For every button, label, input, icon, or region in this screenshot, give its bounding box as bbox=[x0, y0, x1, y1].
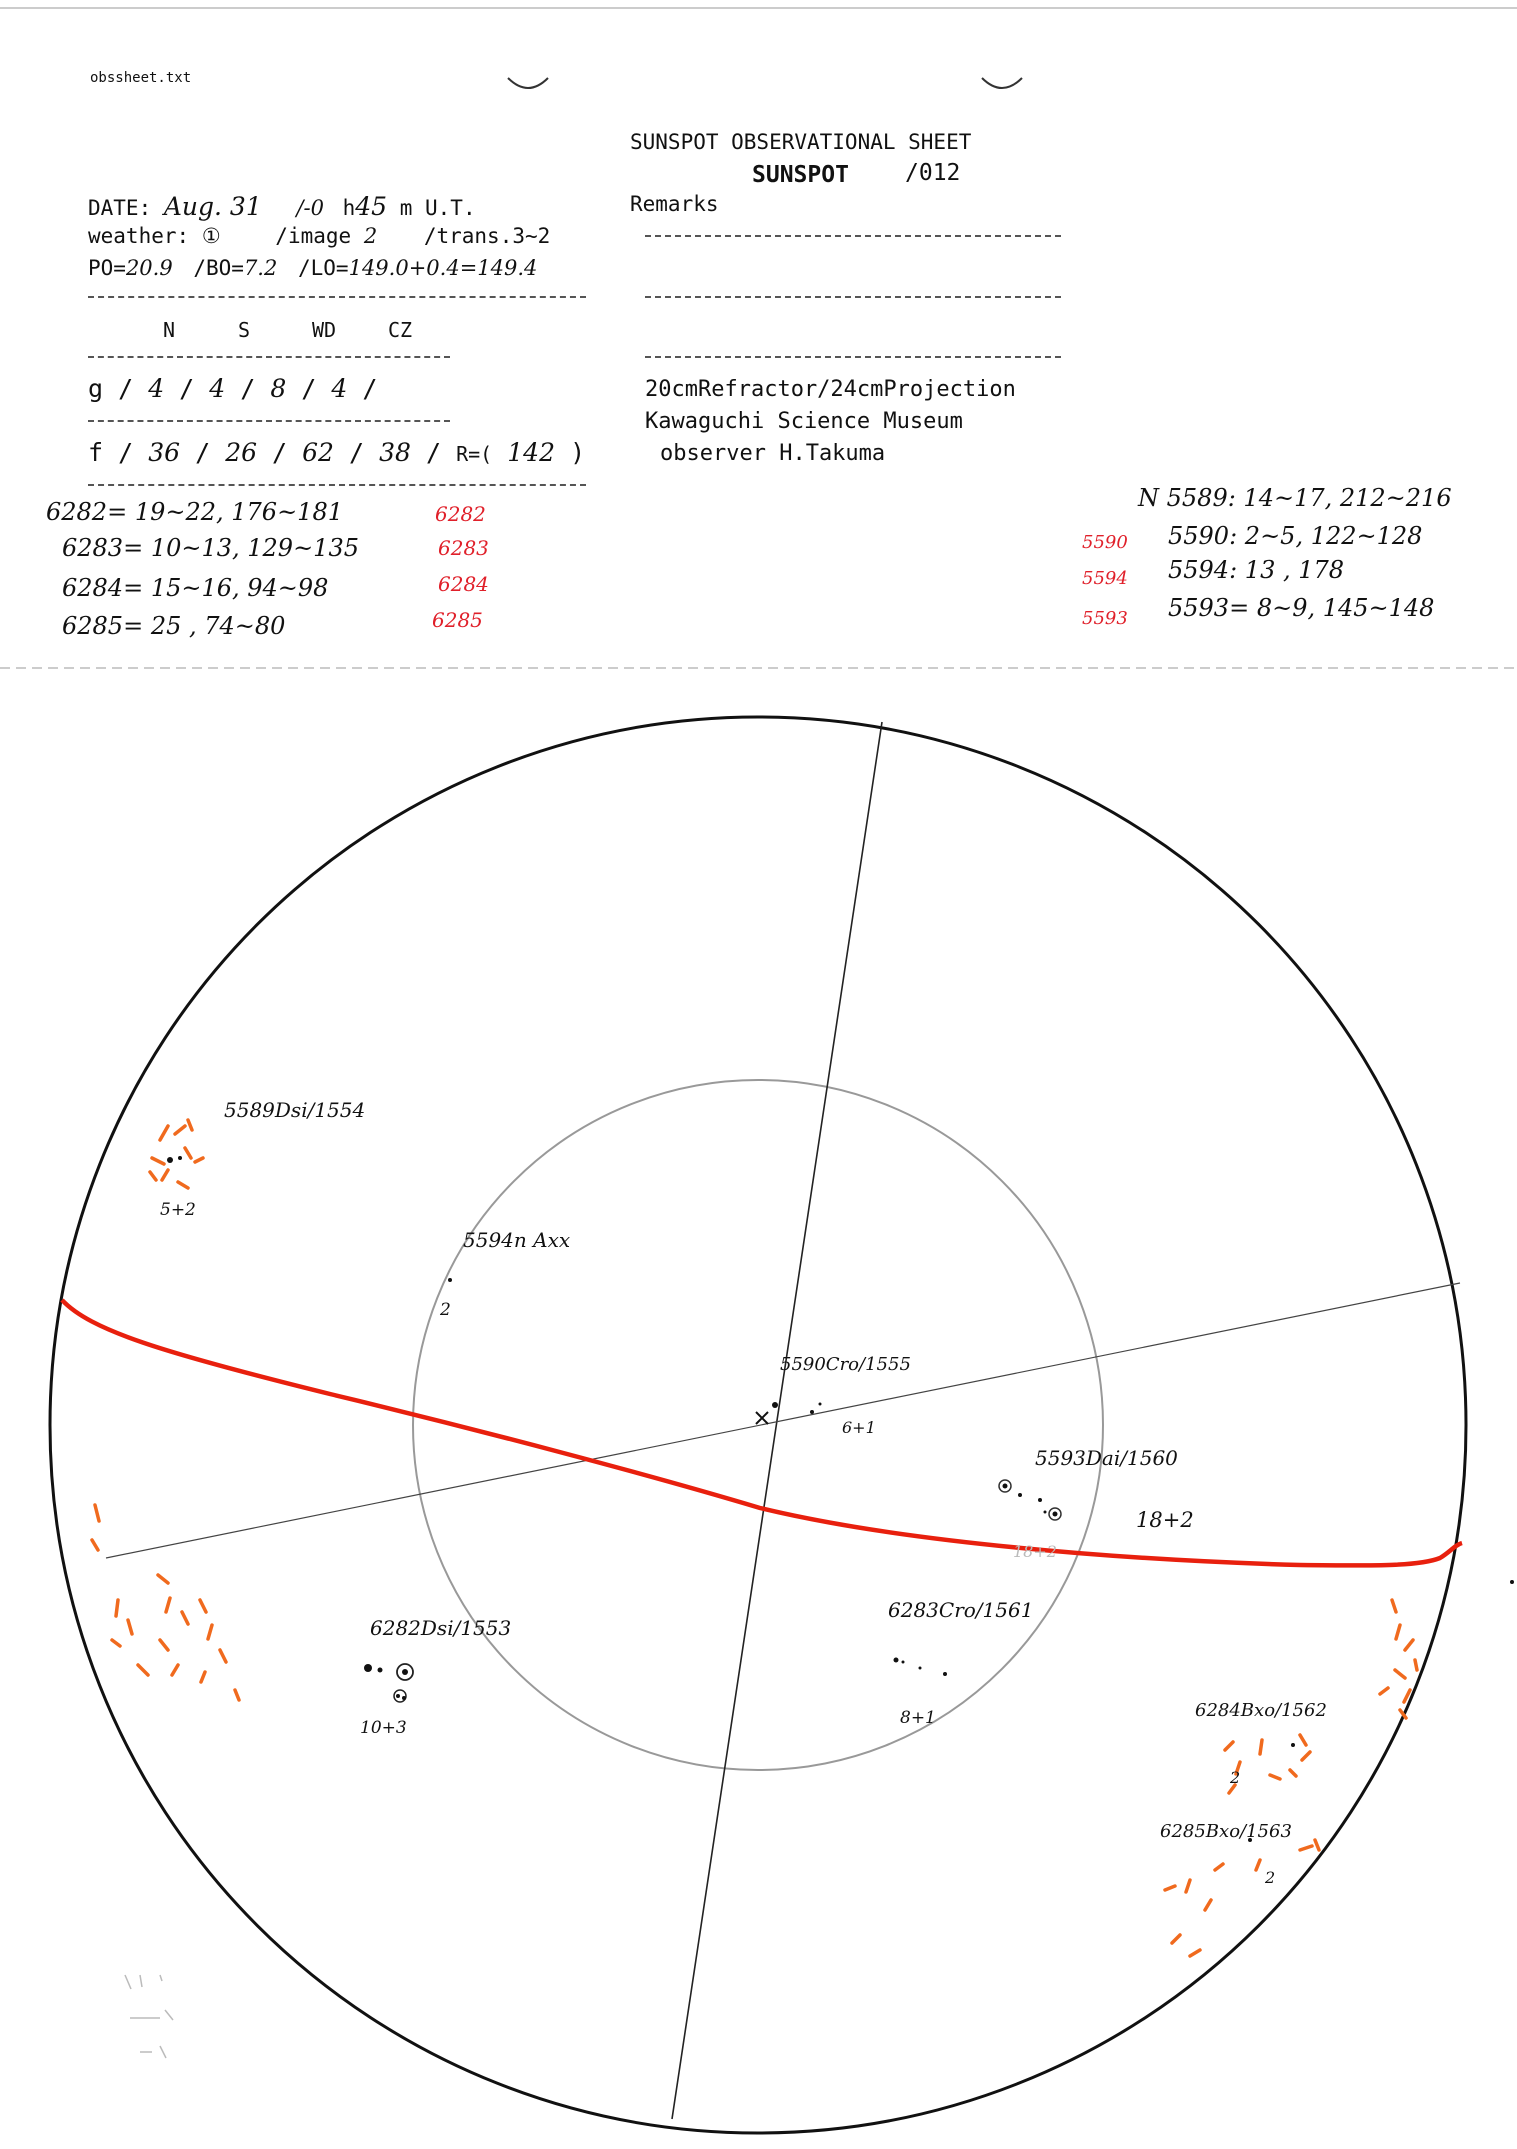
trans-value: 3~2 bbox=[512, 224, 551, 248]
time-m: m U.T. bbox=[399, 196, 476, 220]
image-label: /image bbox=[275, 224, 352, 248]
group-tag-5593: 5593 bbox=[1082, 608, 1128, 629]
sunspot-umbra bbox=[1018, 1493, 1022, 1497]
sunspot-umbra bbox=[894, 1658, 899, 1663]
sunspot-umbra bbox=[919, 1667, 922, 1670]
g-row: g / 4 / 4 / 8 / 4 / bbox=[88, 374, 378, 403]
weather-value: ① bbox=[201, 224, 221, 248]
bo-label: /BO= bbox=[193, 256, 244, 280]
disk-count-5594: 2 bbox=[440, 1300, 451, 1320]
g-label: g bbox=[88, 374, 104, 403]
r-label: R=( bbox=[456, 442, 493, 466]
sunspot-group-5589 bbox=[150, 1120, 203, 1188]
sunspot-group-5593 bbox=[999, 1480, 1061, 1520]
sunspot-umbra bbox=[402, 1669, 408, 1675]
group-note-6285: 6285= 25 , 74~80 bbox=[62, 612, 286, 640]
remarks-observer: observer H.Takuma bbox=[660, 441, 886, 466]
f-value-n: 36 bbox=[148, 438, 181, 467]
sunspot-group-6283 bbox=[894, 1658, 948, 1677]
sunspot-umbra bbox=[396, 1694, 400, 1698]
disk-label-5593: 5593Dai/1560 bbox=[1035, 1446, 1178, 1470]
f-value-s: 26 bbox=[225, 438, 257, 467]
sunspot-6284 bbox=[1291, 1743, 1295, 1747]
sunspot-umbra bbox=[178, 1156, 182, 1160]
faint-marks bbox=[125, 1975, 173, 2058]
remarks-instrument: 20cmRefractor/24cmProjection bbox=[645, 377, 1016, 402]
sunspot-umbra bbox=[1038, 1498, 1042, 1502]
sunspot-umbra bbox=[402, 1696, 406, 1700]
group-note-5593: 5593= 8~9, 145~148 bbox=[1168, 594, 1435, 622]
punch-mark-left bbox=[508, 78, 548, 88]
disk-count-5593-faint: 18+2 bbox=[1013, 1542, 1057, 1561]
date-label: DATE: bbox=[88, 196, 152, 220]
g-value-wd: 8 bbox=[270, 374, 287, 403]
time-prefix: /-0 bbox=[296, 196, 324, 220]
r-close: ) bbox=[570, 438, 586, 467]
sunspot-umbra bbox=[364, 1664, 372, 1672]
sunspot-umbra bbox=[167, 1157, 173, 1163]
image-value: 2 bbox=[363, 224, 378, 248]
group-tag-6283: 6283 bbox=[438, 536, 489, 560]
group-note-5590: 5590: 2~5, 122~128 bbox=[1168, 522, 1423, 550]
r-value: 142 bbox=[507, 438, 555, 467]
lo-label: /LO= bbox=[298, 256, 349, 280]
count-header-s: S bbox=[238, 318, 251, 342]
filename: obssheet.txt bbox=[90, 70, 192, 86]
disk-label-6284: 6284Bxo/1562 bbox=[1195, 1700, 1327, 1721]
group-note-6284: 6284= 15~16, 94~98 bbox=[62, 574, 329, 602]
disk-count-5593: 18+2 bbox=[1136, 1508, 1194, 1532]
disk-label-5589: 5589Dsi/1554 bbox=[224, 1098, 366, 1122]
sunspot-umbra bbox=[943, 1672, 947, 1676]
group-tag-6285: 6285 bbox=[432, 608, 483, 632]
group-tag-6282: 6282 bbox=[435, 502, 486, 526]
group-tag-5594: 5594 bbox=[1082, 568, 1128, 589]
east-west-axis-line bbox=[106, 1283, 1460, 1558]
punch-mark-right bbox=[982, 78, 1022, 88]
sunspot-group-6282 bbox=[364, 1664, 413, 1702]
disk-label-6282: 6282Dsi/1553 bbox=[370, 1616, 512, 1640]
f-value-cz: 38 bbox=[379, 438, 411, 467]
f-label: f bbox=[88, 438, 104, 467]
sunspot-umbra bbox=[1003, 1484, 1008, 1489]
g-value-cz: 4 bbox=[331, 374, 348, 403]
edge-dot bbox=[1510, 1580, 1514, 1584]
disk-count-5590: 6+1 bbox=[842, 1418, 876, 1437]
disk-count-6284: 2 bbox=[1230, 1768, 1241, 1787]
disk-label-5590: 5590Cro/1555 bbox=[780, 1354, 911, 1375]
f-row: f / 36 / 26 / 62 / 38 / R=( 142 ) bbox=[88, 438, 586, 467]
g-value-s: 4 bbox=[209, 374, 226, 403]
group-note-6282: 6282= 19~22, 176~181 bbox=[46, 498, 343, 526]
disk-count-6283: 8+1 bbox=[900, 1708, 936, 1728]
count-header-wd: WD bbox=[312, 318, 337, 342]
sunspot-umbra bbox=[810, 1410, 814, 1414]
bo-value: 7.2 bbox=[243, 256, 278, 280]
remarks-location: Kawaguchi Science Museum bbox=[645, 409, 963, 434]
po-value: 20.9 bbox=[125, 256, 173, 280]
sunspot-umbra bbox=[1044, 1511, 1047, 1514]
time-h: h bbox=[342, 196, 356, 220]
disk-count-5589: 5+2 bbox=[160, 1200, 196, 1220]
sunspot-umbra bbox=[1053, 1512, 1058, 1517]
group-note-5589: N 5589: 14~17, 212~216 bbox=[1138, 484, 1452, 512]
sunspot-umbra bbox=[772, 1402, 778, 1408]
lo-value: 149.0+0.4=149.4 bbox=[348, 256, 538, 280]
sheet-number: /012 bbox=[905, 160, 961, 186]
count-header-n: N bbox=[163, 318, 176, 342]
date-value: Aug. 31 bbox=[163, 192, 262, 221]
disk-center-marker bbox=[756, 1412, 768, 1424]
group-tag-6284: 6284 bbox=[438, 572, 489, 596]
group-note-5594: 5594: 13 , 178 bbox=[1168, 556, 1345, 584]
trans-label: /trans. bbox=[423, 224, 513, 248]
weather-label: weather: bbox=[88, 224, 190, 248]
disk-label-6283: 6283Cro/1561 bbox=[888, 1598, 1034, 1622]
remarks-label: Remarks bbox=[630, 192, 719, 216]
time-hours: 45 bbox=[355, 192, 388, 221]
faculae-east-limb bbox=[92, 1505, 239, 1700]
disk-count-6285: 2 bbox=[1265, 1868, 1276, 1887]
faculae-6285 bbox=[1165, 1840, 1319, 1956]
sunspot-umbra bbox=[819, 1403, 822, 1406]
disk-count-6282: 10+3 bbox=[360, 1718, 407, 1738]
sunspot-5594 bbox=[448, 1278, 452, 1282]
po-label: PO= bbox=[88, 256, 126, 280]
sheet-title: SUNSPOT OBSERVATIONAL SHEET bbox=[630, 130, 972, 154]
group-note-6283: 6283= 10~13, 129~135 bbox=[62, 534, 359, 562]
faculae-5589 bbox=[150, 1120, 203, 1188]
sheet-subtitle: SUNSPOT bbox=[752, 162, 849, 188]
count-header-cz: CZ bbox=[388, 318, 413, 342]
g-value-n: 4 bbox=[148, 374, 165, 403]
disk-label-6285: 6285Bxo/1563 bbox=[1160, 1821, 1292, 1842]
f-value-wd: 62 bbox=[302, 438, 334, 467]
disk-label-5594: 5594n Axx bbox=[463, 1228, 571, 1252]
sunspot-umbra bbox=[378, 1668, 383, 1673]
group-tag-5590: 5590 bbox=[1082, 532, 1128, 553]
sunspot-umbra bbox=[902, 1661, 905, 1664]
